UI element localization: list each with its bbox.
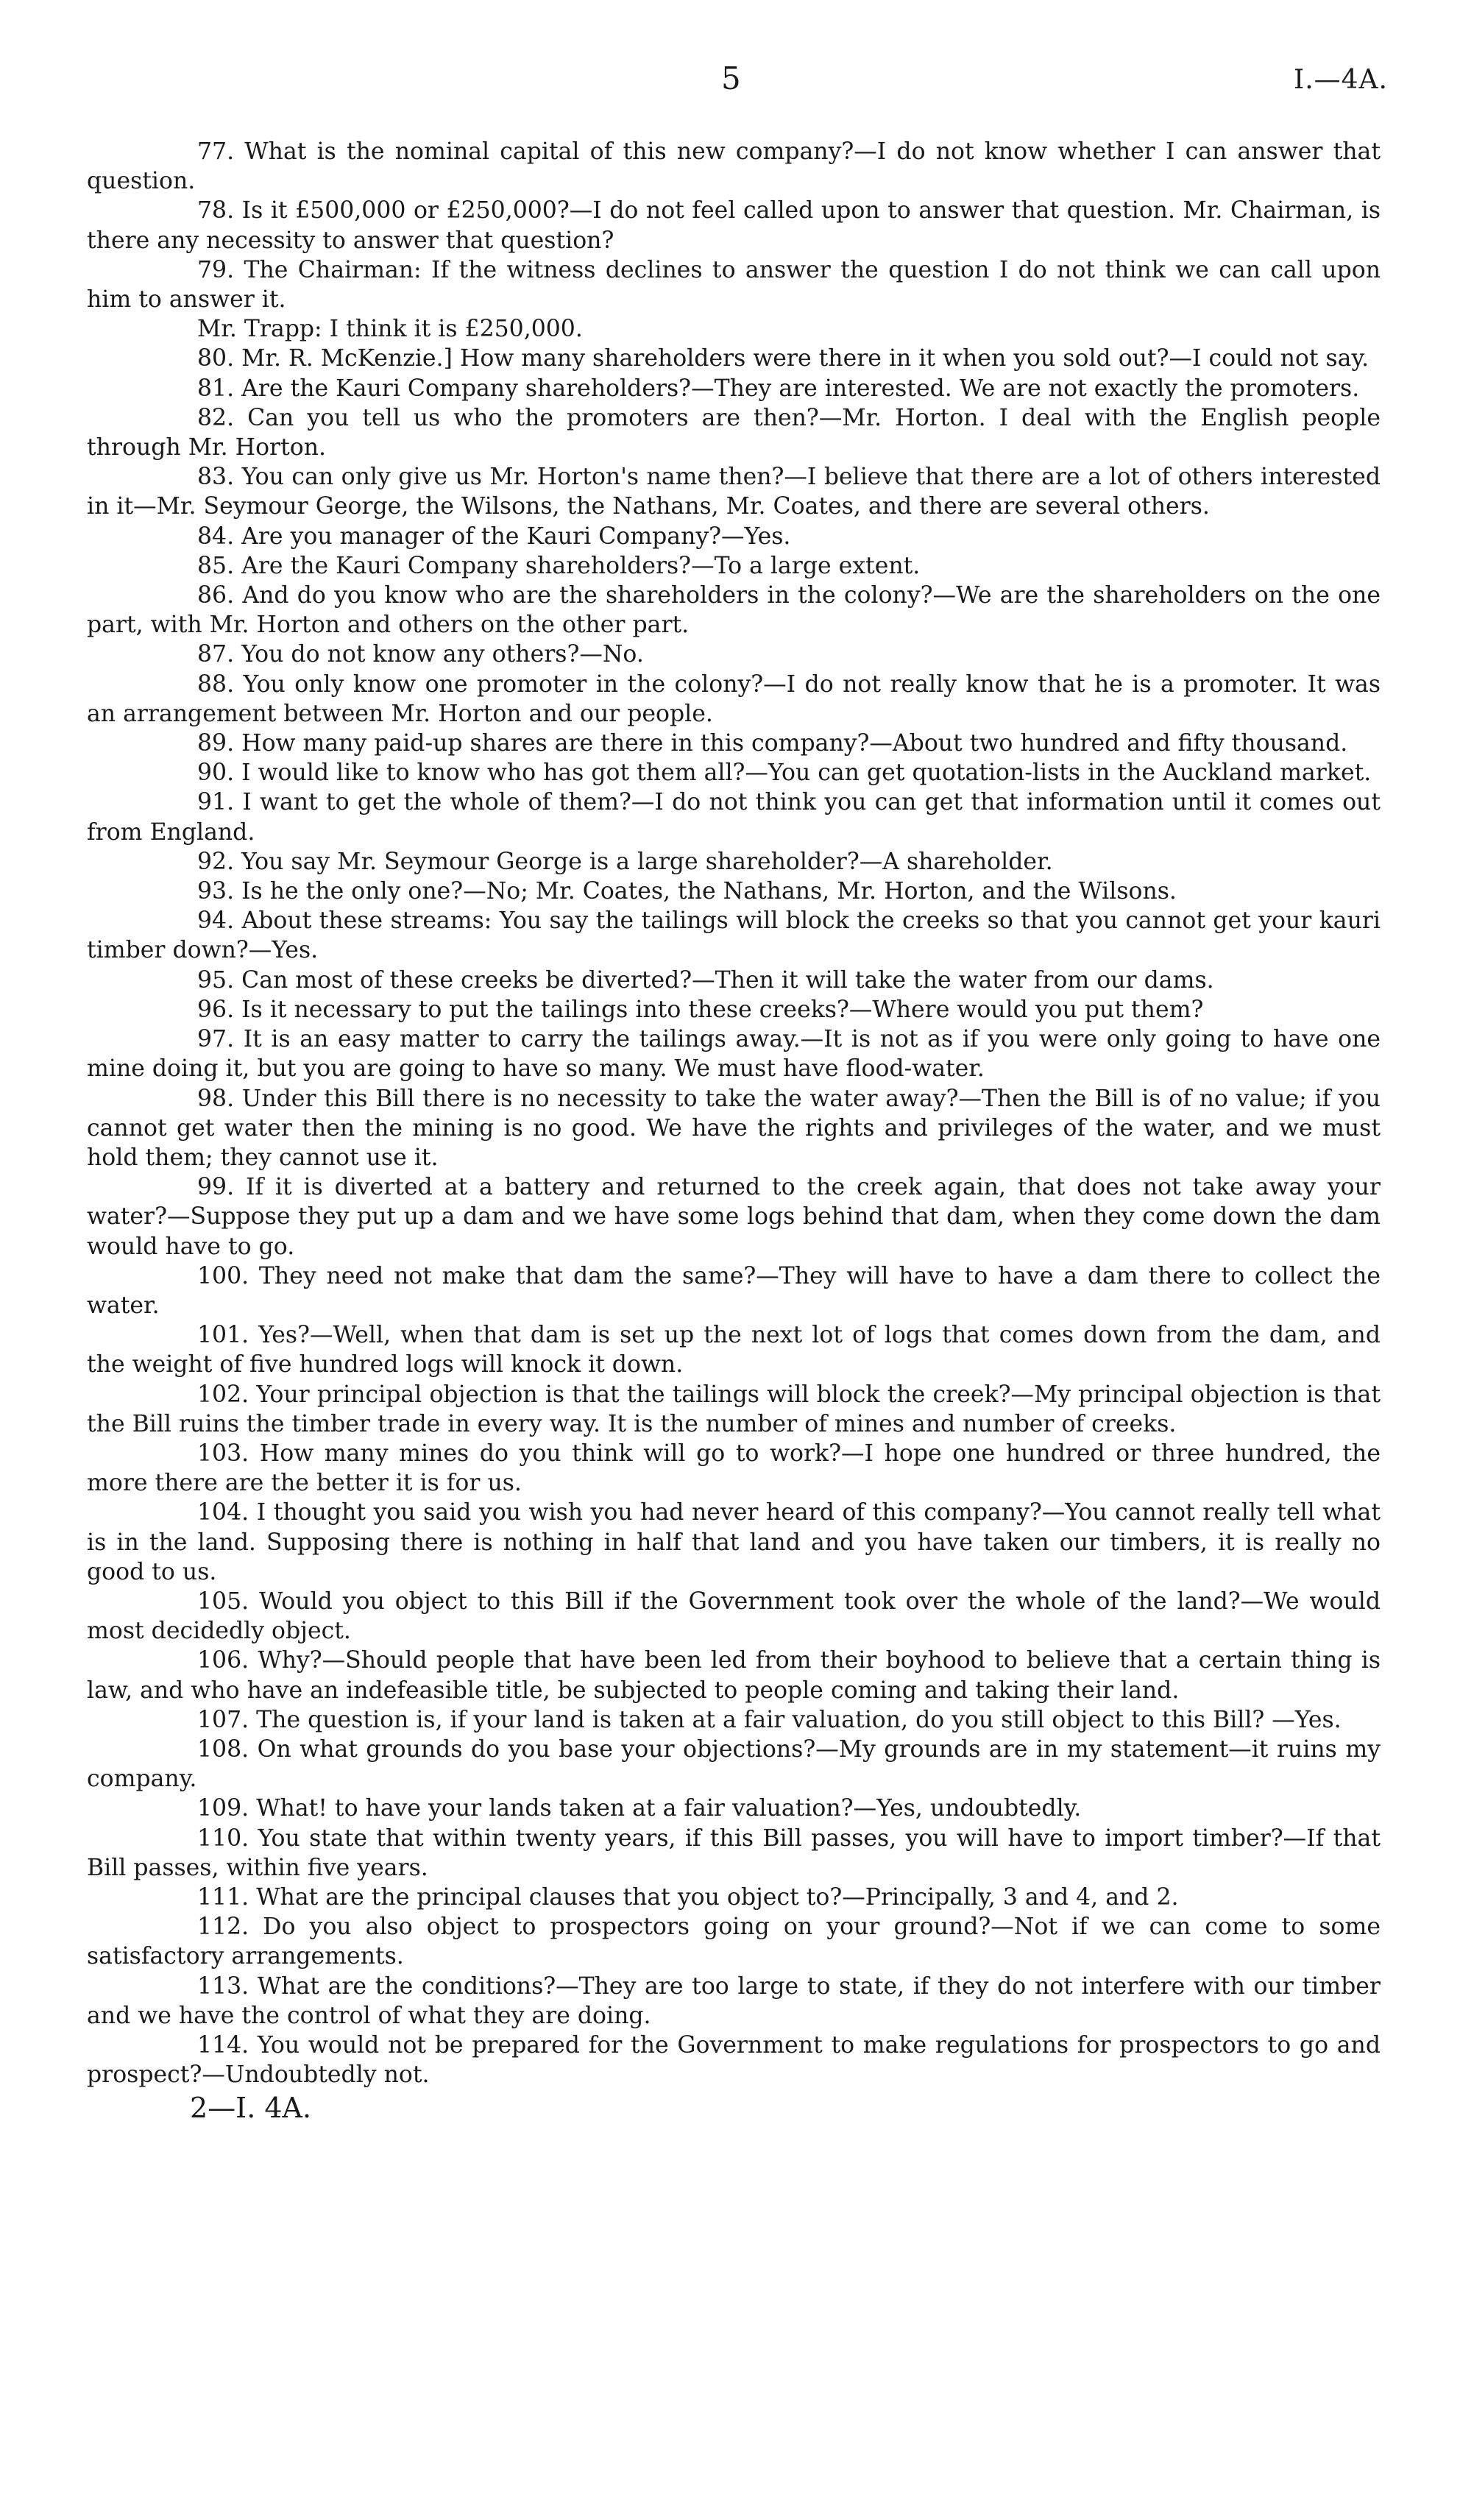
- paragraph-104: 104. I thought you said you wish you had never heard of this company?—You cannot really tell what is in the land. Supposing there is nothing in half that land and you have taken our timbers, it is really no good to us.: [87, 1499, 1381, 1585]
- paragraph-84: 84. Are you manager of the Kauri Company?—Yes.: [197, 523, 791, 550]
- paragraph-99: 99. If it is diverted at a battery and returned to the creek again, that does not take away your water?—Suppose they put up a dam and we have some logs behind that dam, when they come down the dam would have to go.: [87, 1174, 1381, 1260]
- paragraph-86: 86. And do you know who are the shareholders in the colony?—We are the shareholders on the one part, with Mr. Horton and others on the other part.: [87, 582, 1381, 639]
- paragraph-85: 85. Are the Kauri Company shareholders?—To a large extent.: [197, 552, 921, 579]
- paragraph-114: 114. You would not be prepared for the Government to make regulations for prospectors to go and prospect?—Undoubtedly not.: [87, 2032, 1381, 2089]
- paragraph-98: 98. Under this Bill there is no necessity to take the water away?—Then the Bill is of no value; if you cannot get water then the mining is no good. We have the rights and privileges of the water, and we must hold them; they cannot use it.: [87, 1085, 1381, 1171]
- paragraph-88: 88. You only know one promoter in the colony?—I do not really know that he is a promoter. It was an arrangement between Mr. Horton and our people.: [87, 670, 1381, 727]
- paragraph-90: 90. I would like to know who has got them all?—You can get quotation-lists in the Auckland market.: [197, 760, 1372, 787]
- signature-mark: 2—I. 4A.: [190, 2092, 312, 2125]
- paragraph-101: 101. Yes?—Well, when that dam is set up the next lot of logs that comes down from the dam, and the weight of five hundred logs will knock it down.: [87, 1322, 1381, 1378]
- paragraph-102: 102. Your principal objection is that the tailings will block the creek?—My principal objection is that the Bill ruins the timber trade in every way. It is the number of mines and number of creeks.: [87, 1381, 1381, 1437]
- paragraph-82: 82. Can you tell us who the promoters are then?—Mr. Horton. I deal with the English people through Mr. Horton.: [87, 404, 1381, 461]
- paragraph-111: 111. What are the principal clauses that you object to?—Principally, 3 and 4, and 2.: [197, 1883, 1179, 1911]
- paragraph-100: 100. They need not make that dam the same?—They will have to have a dam there to collect the water.: [87, 1262, 1381, 1319]
- paragraph-92: 92. You say Mr. Seymour George is a large shareholder?—A shareholder.: [197, 848, 1053, 875]
- paragraph-96: 96. Is it necessary to put the tailings into these creeks?—Where would you put them?: [197, 996, 1204, 1023]
- paragraph-105: 105. Would you object to this Bill if the Government took over the whole of the land?—We would most decidedly object.: [87, 1588, 1381, 1645]
- paragraph-80: 80. Mr. R. McKenzie.] How many shareholders were there in it when you sold out?—I could not say.: [197, 345, 1369, 372]
- paragraph-112: 112. Do you also object to prospectors going on your ground?—Not if we can come to some satisfactory arrangements.: [87, 1914, 1381, 1970]
- paragraph-78: 78. Is it £500,000 or £250,000?—I do not feel called upon to answer that question. Mr. Chairman, is there any necessity to answer that question?: [87, 197, 1381, 254]
- paragraph-106: 106. Why?—Should people that have been led from their boyhood to believe that a certain thing is law, and who have an indefeasible title, be subjected to people coming and taking their land.: [87, 1647, 1381, 1704]
- paragraph-83: 83. You can only give us Mr. Horton's name then?—I believe that there are a lot of others interested in it—Mr. Seymour George, the Wilsons, the Nathans, Mr. Coates, and there are several others.: [87, 464, 1381, 520]
- paragraph-trapp: Mr. Trapp: I think it is £250,000.: [197, 316, 583, 343]
- paragraph-108: 108. On what grounds do you base your objections?—My grounds are in my statement—it ruins my company.: [87, 1735, 1381, 1793]
- paragraph-97: 97. It is an easy matter to carry the tailings away.—It is not as if you were only going to have one mine doing it, but you are going to have so many. We must have flood-water.: [87, 1026, 1381, 1083]
- paragraph-93: 93. Is he the only one?—No; Mr. Coates, the Nathans, Mr. Horton, and the Wilsons.: [197, 878, 1177, 905]
- page-number: 5: [721, 60, 741, 96]
- paragraph-103: 103. How many mines do you think will go to work?—I hope one hundred or three hundred, the more there are the better it is for us.: [87, 1440, 1381, 1497]
- paragraph-81: 81. Are the Kauri Company shareholders?—They are interested. We are not exactly the promoters.: [197, 375, 1360, 402]
- paragraph-109: 109. What! to have your lands taken at a fair valuation?—Yes, undoubtedly.: [197, 1795, 1082, 1822]
- paragraph-107: 107. The question is, if your land is taken at a fair valuation, do you still object to this Bill? —Yes.: [197, 1706, 1342, 1733]
- paragraph-79: 79. The Chairman: If the witness declines to answer the question I do not think we can call upon him to answer it.: [87, 256, 1381, 314]
- paragraph-110: 110. You state that within twenty years, if this Bill passes, you will have to import timber?—If that Bill passes, within five years.: [87, 1824, 1381, 1881]
- paragraph-113: 113. What are the conditions?—They are too large to state, if they do not interfere with our timber and we have the control of what they are doing.: [87, 1972, 1381, 2029]
- paragraph-89: 89. How many paid-up shares are there in this company?—About two hundred and fifty thousand.: [197, 730, 1348, 757]
- document-reference: I.—4A.: [1293, 65, 1388, 95]
- paragraph-95: 95. Can most of these creeks be diverted?—Then it will take the water from our dams.: [197, 966, 1214, 994]
- paragraph-87: 87. You do not know any others?—No.: [197, 641, 644, 668]
- evidence-text: [87, 137, 1381, 2125]
- paragraph-94: 94. About these streams: You say the tailings will block the creeks so that you cannot get your kauri timber down?—Yes.: [87, 907, 1381, 964]
- paragraph-77: 77. What is the nominal capital of this new company?—I do not know whether I can answer that question.: [87, 138, 1381, 195]
- paragraph-91: 91. I want to get the whole of them?—I do not think you can get that information until it comes out from England.: [87, 789, 1381, 846]
